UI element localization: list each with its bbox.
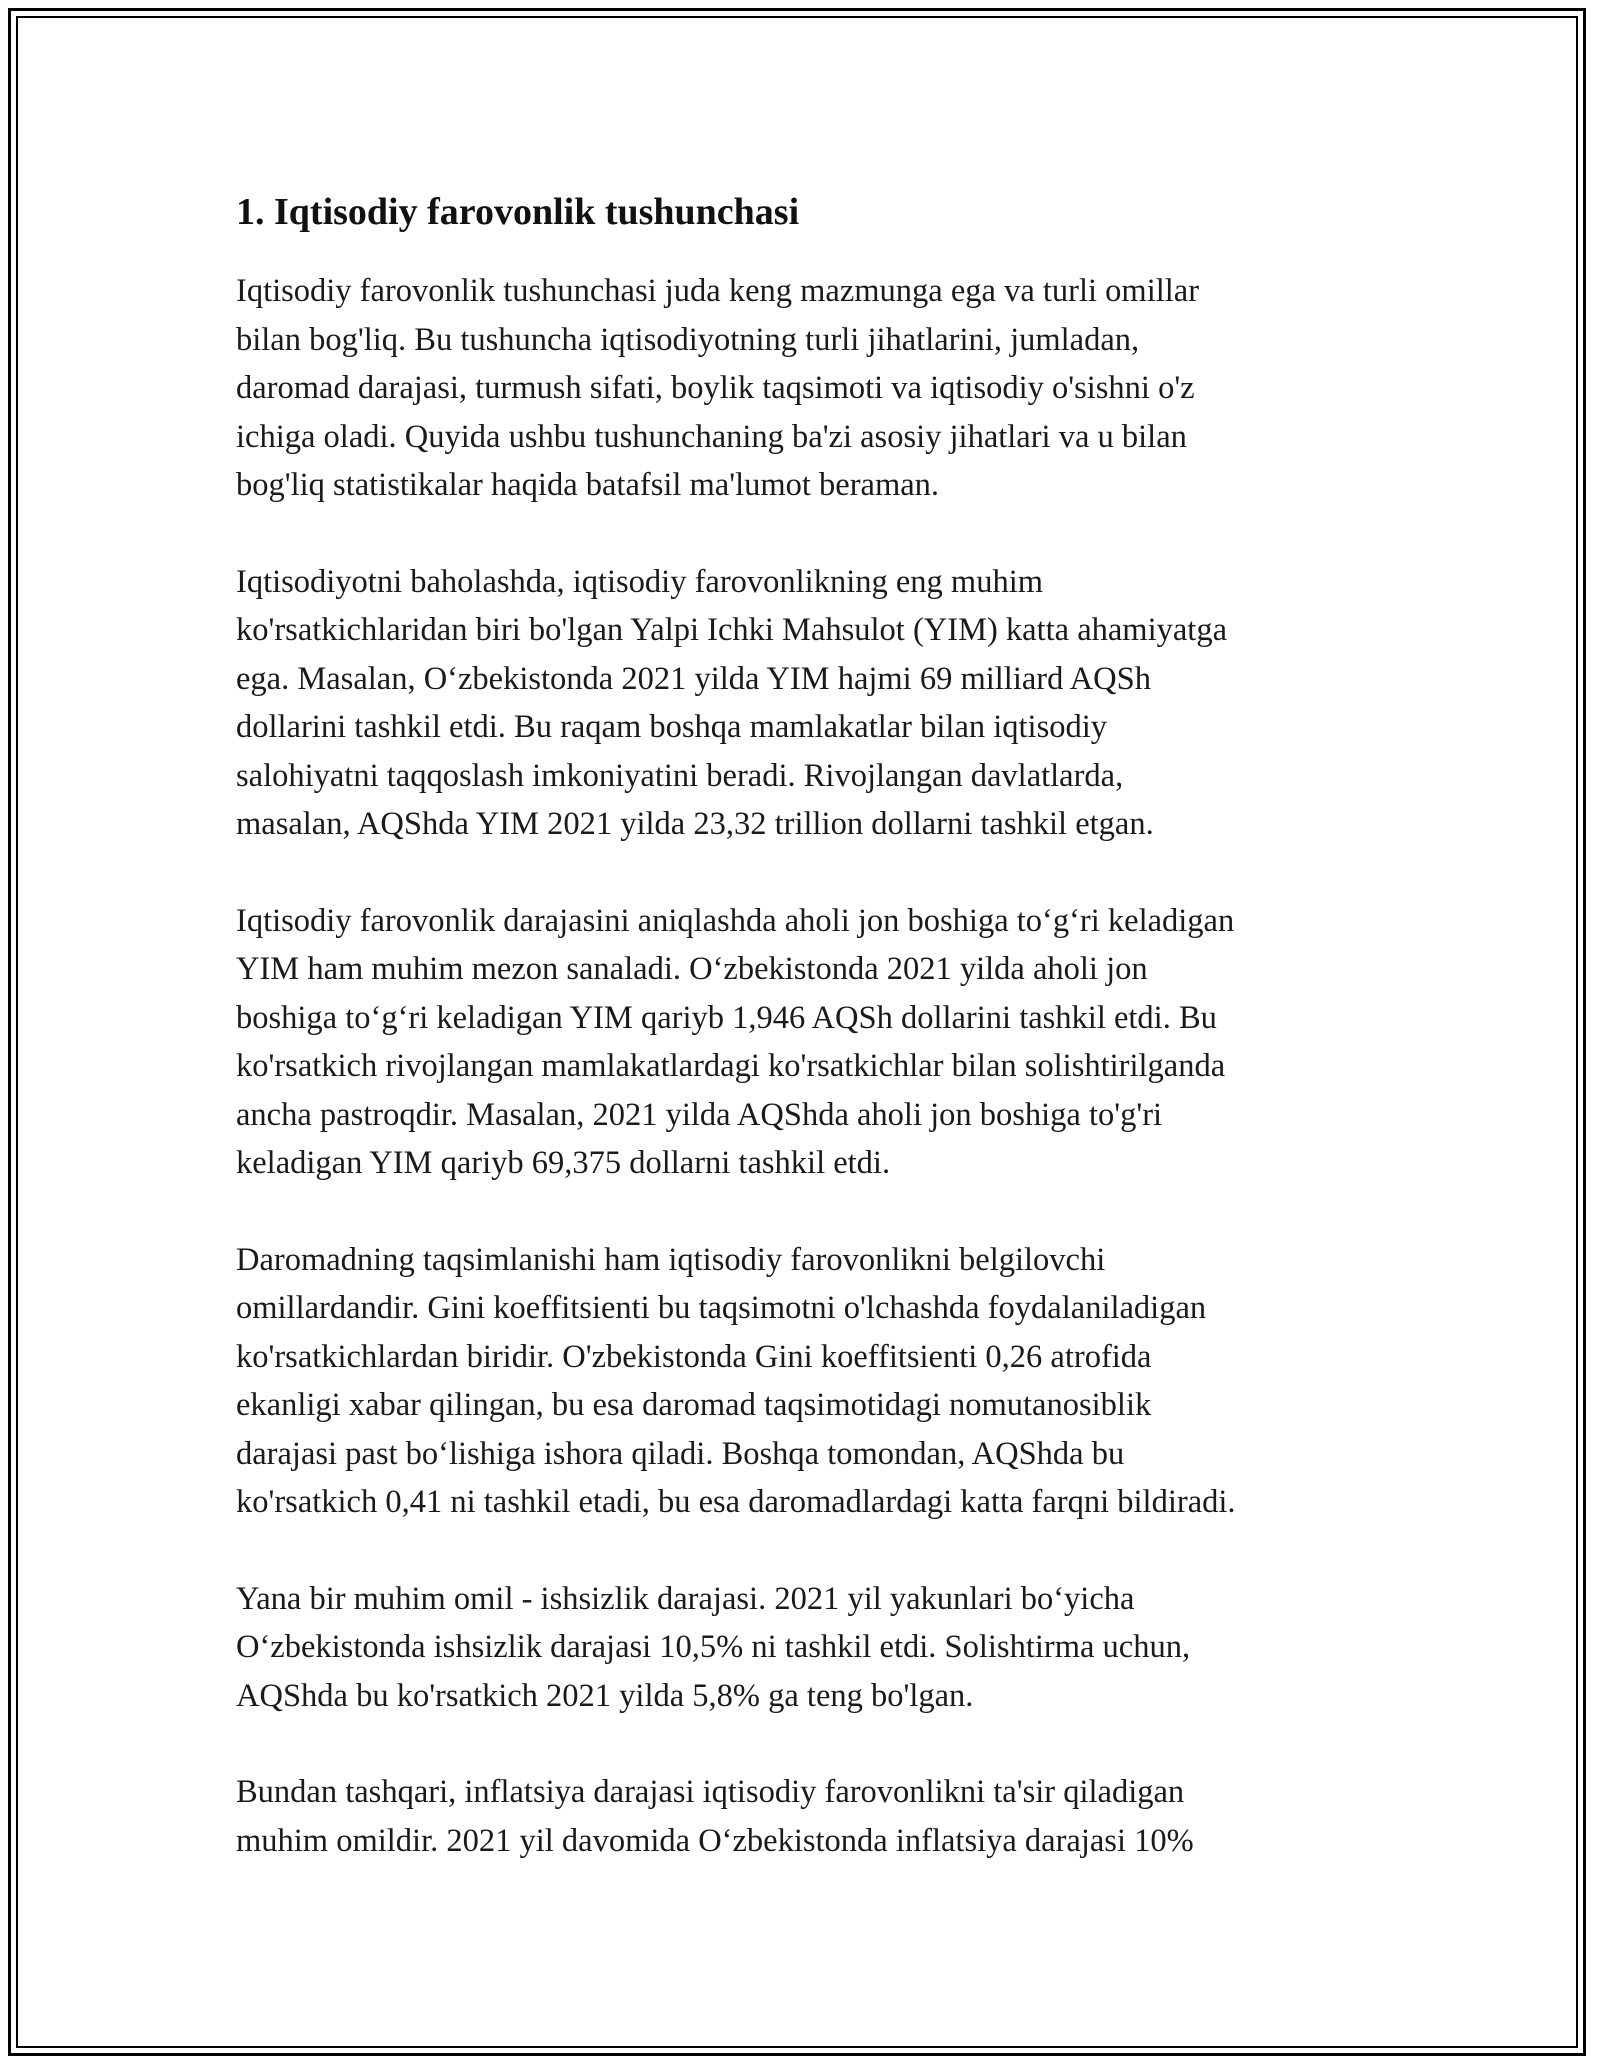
paragraph-gini: Daromadning taqsimlanishi ham iqtisodiy farovonlikni belgilovchi omillardandir. Gini koeffitsienti bu taqsimotni o'lchashda foydalaniladigan ko'rsatkichlardan biridir. O'zbekistonda Gini koeffitsienti 0,26 atrofida ekanligi xabar qilingan, bu esa daromad taqsimotidagi nomutanosiblik darajasi past bo‘lishiga ishora qiladi. Boshqa tomondan, AQShda bu ko'rsatkich 0,41 ni tashkil etadi, bu esa daromadlardagi katta farqni bildiradi. <box>236 1241 1236 1521</box>
paragraph-unemployment: Yana bir muhim omil - ishsizlik darajasi. 2021 yil yakunlari bo‘yicha O‘zbekistonda ishsizlik darajasi 10,5% ni tashkil etdi. Solishtirma uchun, AQShda bu ko'rsatkich 2021 yilda 5,8% ga teng bo'lgan. <box>236 1580 1191 1714</box>
section-heading: 1. Iqtisodiy farovonlik tushunchasi <box>236 191 800 233</box>
paragraph-intro: Iqtisodiy farovonlik tushunchasi juda keng mazmunga ega va turli omillar bilan bog'liq. Bu tushuncha iqtisodiyotning turli jihatlarini, jumladan, daromad darajasi, turmush sifati, boylik taqsimoti va iqtisodiy o'sishni o'z ichiga oladi. Quyida ushbu tushunchaning ba'zi asosiy jihatlari va u bilan bog'liq statistikalar haqida batafsil ma'lumot beraman. <box>236 273 1200 504</box>
paragraph-gdp: Iqtisodiyotni baholashda, iqtisodiy farovonlikning eng muhim ko'rsatkichlaridan biri bo'lgan Yalpi Ichki Mahsulot (YIM) katta ahamiyatga ega. Masalan, O‘zbekistonda 2021 yilda YIM hajmi 69 milliard AQSh dollarini tashkil etdi. Bu raqam boshqa mamlakatlar bilan iqtisodiy salohiyatni taqqoslash imkoniyatini beradi. Rivojlangan davlatlarda, masalan, AQShda YIM 2021 yilda 23,32 trillion dollarni tashkil etgan. <box>236 563 1227 843</box>
paragraph-gdp-per-capita: Iqtisodiy farovonlik darajasini aniqlashda aholi jon boshiga to‘g‘ri keladigan YIM ham muhim mezon sanaladi. O‘zbekistonda 2021 yilda aholi jon boshiga to‘g‘ri keladigan YIM qariyb 1,946 AQSh dollarini tashkil etdi. Bu ko'rsatkich rivojlangan mamlakatlardagi ko'rsatkichlar bilan solishtirilganda ancha pastroqdir. Masalan, 2021 yilda AQShda aholi jon boshiga to'g'ri keladigan YIM qariyb 69,375 dollarni tashkil etdi. <box>236 902 1235 1182</box>
paragraph-inflation: Bundan tashqari, inflatsiya darajasi iqtisodiy farovonlikni ta'sir qiladigan muhim omildir. 2021 yil davomida O‘zbekistonda inflatsiya darajasi 10% <box>236 1774 1194 1859</box>
document-body <box>236 188 1386 1913</box>
